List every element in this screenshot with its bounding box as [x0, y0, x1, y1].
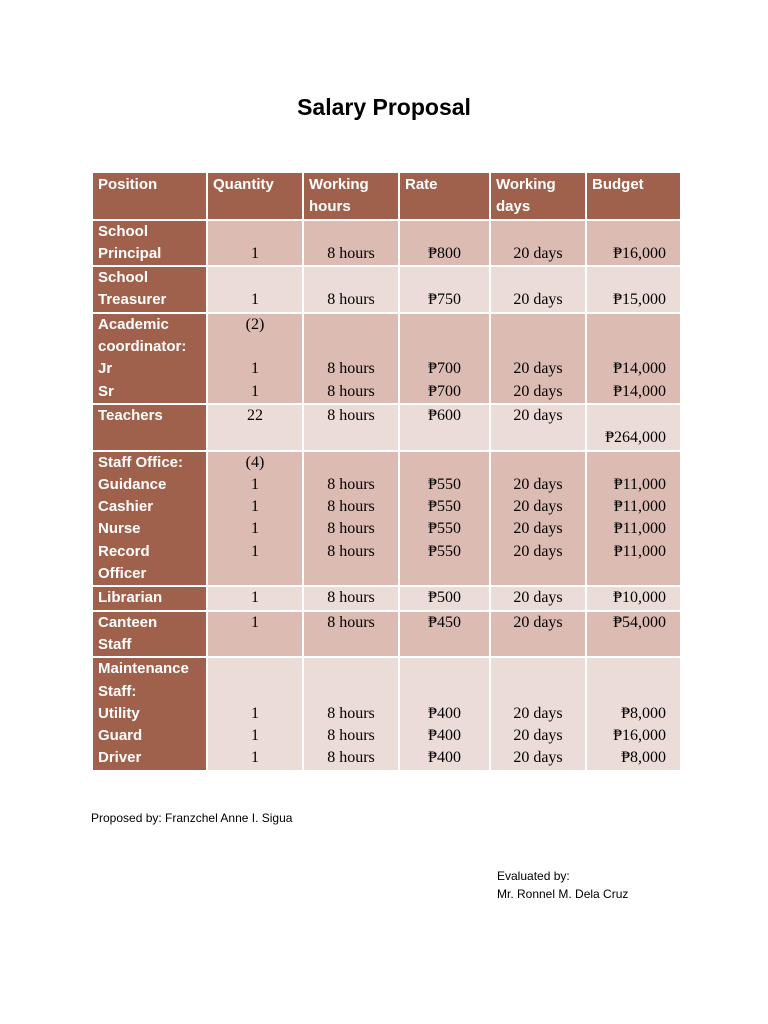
rate-line — [405, 221, 484, 243]
hours-cell — [303, 657, 399, 770]
position-cell — [92, 266, 207, 313]
budget-line — [592, 563, 666, 585]
quantity-line: 1 — [251, 589, 259, 607]
budget-line: ₱10,000 — [613, 589, 666, 607]
header-working-hours-line1: Working — [309, 176, 369, 193]
hours-line — [309, 336, 393, 358]
days-line: 20 days — [513, 291, 563, 309]
budget-line: ₱54,000 — [613, 613, 666, 631]
rate-line — [405, 452, 484, 474]
quantity-line: 1 — [251, 498, 259, 516]
hours-line — [309, 658, 393, 680]
quantity-cell — [207, 404, 303, 451]
rate-line — [405, 563, 484, 585]
days-line — [496, 658, 580, 680]
hours-cell — [303, 611, 399, 658]
rate-line: ₱700 — [428, 360, 461, 378]
position-cell — [92, 220, 207, 267]
position-cell — [92, 611, 207, 658]
table-row — [92, 586, 681, 610]
table-row — [92, 404, 681, 451]
budget-line: ₱11,000 — [613, 475, 666, 493]
rate-line — [405, 267, 484, 289]
quantity-line: 1 — [251, 382, 259, 400]
position-line: Record — [98, 542, 150, 560]
quantity-cell — [207, 451, 303, 587]
hours-cell — [303, 220, 399, 267]
hours-cell — [303, 313, 399, 404]
table-row — [92, 313, 681, 404]
budget-cell — [586, 451, 681, 587]
rate-cell — [399, 451, 490, 587]
days-cell — [490, 451, 586, 587]
position-cell — [92, 657, 207, 770]
header-working-days — [490, 172, 586, 220]
position-cell — [92, 586, 207, 610]
days-line: 20 days — [513, 382, 563, 400]
days-cell — [490, 313, 586, 404]
position-line: Staff — [98, 635, 132, 653]
quantity-line: 1 — [251, 613, 259, 631]
position-line: Treasurer — [98, 291, 167, 309]
table-row — [92, 611, 681, 658]
budget-cell — [586, 657, 681, 770]
evaluated-by-name: Mr. Ronnel M. Dela Cruz — [497, 887, 629, 901]
days-line — [496, 681, 580, 703]
header-budget: Budget — [586, 172, 681, 220]
days-line: 20 days — [513, 589, 563, 607]
position-line: Librarian — [98, 589, 163, 607]
position-line: School — [98, 269, 149, 287]
proposed-by: Proposed by: Franzchel Anne I. Sigua — [91, 811, 293, 825]
rate-cell — [399, 313, 490, 404]
rate-cell — [399, 611, 490, 658]
budget-line: ₱11,000 — [613, 520, 666, 538]
header-working-hours — [303, 172, 399, 220]
hours-cell — [303, 586, 399, 610]
header-rate: Rate — [399, 172, 490, 220]
quantity-line: 1 — [251, 727, 259, 745]
rate-cell — [399, 220, 490, 267]
hours-line: 8 hours — [327, 749, 375, 767]
rate-line — [405, 634, 484, 656]
hours-line: 8 hours — [327, 542, 375, 560]
rate-line: ₱450 — [428, 613, 461, 631]
position-line: Principal — [98, 244, 162, 262]
rate-line — [405, 681, 484, 703]
rate-line — [405, 427, 484, 449]
quantity-line — [213, 267, 297, 289]
budget-line: ₱8,000 — [621, 704, 666, 722]
days-line: 20 days — [513, 727, 563, 745]
hours-line: 8 hours — [327, 291, 375, 309]
rate-line: ₱800 — [428, 244, 461, 262]
header-position: Position — [92, 172, 207, 220]
rate-line: ₱550 — [428, 475, 461, 493]
hours-line: 8 hours — [327, 475, 375, 493]
page-title: Salary Proposal — [297, 94, 471, 120]
quantity-line: 1 — [251, 749, 259, 767]
days-cell — [490, 586, 586, 610]
position-line: Staff Office: — [98, 453, 184, 471]
rate-line: ₱550 — [428, 542, 461, 560]
rate-cell — [399, 404, 490, 451]
hours-line: 8 hours — [327, 727, 375, 745]
budget-line — [592, 658, 666, 680]
hours-line: 8 hours — [327, 382, 375, 400]
days-line — [496, 634, 580, 656]
header-quantity: Quantity — [207, 172, 303, 220]
hours-line — [309, 681, 393, 703]
position-line: Guidance — [98, 475, 167, 493]
rate-line: ₱550 — [428, 520, 461, 538]
hours-line — [309, 314, 393, 336]
rate-line — [405, 314, 484, 336]
budget-line — [592, 634, 666, 656]
days-line: 20 days — [513, 498, 563, 516]
rate-line: ₱400 — [428, 704, 461, 722]
budget-cell — [586, 611, 681, 658]
quantity-line — [213, 658, 297, 680]
days-line: 20 days — [513, 749, 563, 767]
header-row — [92, 172, 681, 220]
hours-line — [309, 452, 393, 474]
position-line — [98, 427, 201, 449]
hours-cell — [303, 451, 399, 587]
budget-line: ₱8,000 — [621, 749, 666, 767]
quantity-line — [213, 336, 297, 358]
hours-cell — [303, 266, 399, 313]
quantity-line: 1 — [251, 360, 259, 378]
quantity-line — [213, 221, 297, 243]
budget-line — [592, 681, 666, 703]
days-line: 20 days — [513, 613, 563, 631]
budget-line: ₱14,000 — [613, 382, 666, 400]
budget-line: ₱16,000 — [613, 244, 666, 262]
days-line: 20 days — [513, 406, 563, 424]
position-line: Utility — [98, 704, 140, 722]
position-line: Sr — [98, 382, 114, 400]
position-line: Nurse — [98, 520, 141, 538]
evaluated-by-label: Evaluated by: — [497, 869, 570, 883]
position-cell — [92, 451, 207, 587]
hours-line — [309, 634, 393, 656]
budget-cell — [586, 586, 681, 610]
quantity-cell — [207, 657, 303, 770]
quantity-line: 1 — [251, 244, 259, 262]
position-cell — [92, 404, 207, 451]
quantity-line: 22 — [247, 406, 263, 424]
quantity-line: (2) — [245, 315, 265, 333]
days-cell — [490, 611, 586, 658]
position-line: Officer — [98, 565, 147, 583]
table-row — [92, 451, 681, 587]
quantity-cell — [207, 220, 303, 267]
budget-line: ₱11,000 — [613, 498, 666, 516]
hours-line: 8 hours — [327, 589, 375, 607]
hours-line: 8 hours — [327, 498, 375, 516]
hours-cell — [303, 404, 399, 451]
hours-line: 8 hours — [327, 613, 375, 631]
days-cell — [490, 266, 586, 313]
days-cell — [490, 404, 586, 451]
quantity-cell — [207, 586, 303, 610]
position-line: School — [98, 222, 149, 240]
rate-line: ₱550 — [428, 498, 461, 516]
position-line: coordinator: — [98, 338, 187, 356]
rate-line: ₱400 — [428, 727, 461, 745]
budget-line — [592, 221, 666, 243]
budget-line — [592, 405, 666, 427]
budget-line — [592, 314, 666, 336]
days-line: 20 days — [513, 542, 563, 560]
position-line: Jr — [98, 360, 113, 378]
budget-cell — [586, 220, 681, 267]
position-line: Staff: — [98, 682, 137, 700]
days-line: 20 days — [513, 244, 563, 262]
hours-line — [309, 221, 393, 243]
position-line: Academic — [98, 315, 169, 333]
rate-line: ₱700 — [428, 382, 461, 400]
hours-line — [309, 427, 393, 449]
hours-line: 8 hours — [327, 520, 375, 538]
budget-line — [592, 336, 666, 358]
days-line: 20 days — [513, 704, 563, 722]
days-line — [496, 563, 580, 585]
budget-cell — [586, 313, 681, 404]
hours-line: 8 hours — [327, 406, 375, 424]
hours-line — [309, 563, 393, 585]
table-row — [92, 220, 681, 267]
quantity-line: 1 — [251, 520, 259, 538]
quantity-line — [213, 681, 297, 703]
budget-line: ₱264,000 — [605, 429, 666, 447]
days-cell — [490, 220, 586, 267]
budget-cell — [586, 404, 681, 451]
budget-line: ₱15,000 — [613, 291, 666, 309]
days-line — [496, 452, 580, 474]
days-line — [496, 314, 580, 336]
quantity-line — [213, 634, 297, 656]
hours-line: 8 hours — [327, 244, 375, 262]
days-line — [496, 221, 580, 243]
hours-line: 8 hours — [327, 360, 375, 378]
days-line — [496, 427, 580, 449]
position-line: Guard — [98, 727, 143, 745]
rate-cell — [399, 657, 490, 770]
days-line — [496, 336, 580, 358]
rate-cell — [399, 586, 490, 610]
header-working-days-line2: days — [496, 198, 531, 216]
position-line: Driver — [98, 749, 142, 767]
rate-line — [405, 336, 484, 358]
quantity-cell — [207, 611, 303, 658]
rate-line: ₱600 — [428, 406, 461, 424]
quantity-line — [213, 563, 297, 585]
rate-line: ₱500 — [428, 589, 461, 607]
quantity-line: (4) — [245, 453, 265, 471]
days-line — [496, 267, 580, 289]
table-row — [92, 266, 681, 313]
days-line: 20 days — [513, 520, 563, 538]
header-working-days-line1: Working — [496, 176, 556, 193]
budget-line: ₱11,000 — [613, 542, 666, 560]
quantity-line: 1 — [251, 542, 259, 560]
budget-line: ₱16,000 — [613, 727, 666, 745]
quantity-cell — [207, 266, 303, 313]
quantity-line: 1 — [251, 291, 259, 309]
budget-line — [592, 267, 666, 289]
table-row — [92, 657, 681, 770]
hours-line — [309, 267, 393, 289]
budget-line: ₱14,000 — [613, 360, 666, 378]
quantity-cell — [207, 313, 303, 404]
rate-line — [405, 658, 484, 680]
position-line: Teachers — [98, 406, 163, 424]
position-line: Cashier — [98, 498, 154, 516]
days-cell — [490, 657, 586, 770]
position-line: Canteen — [98, 613, 158, 631]
budget-cell — [586, 266, 681, 313]
rate-line: ₱750 — [428, 291, 461, 309]
quantity-line: 1 — [251, 704, 259, 722]
header-working-hours-line2: hours — [309, 198, 351, 216]
hours-line: 8 hours — [327, 704, 375, 722]
days-line: 20 days — [513, 360, 563, 378]
position-line: Maintenance — [98, 660, 189, 678]
salary-table — [91, 171, 682, 772]
budget-line — [592, 452, 666, 474]
rate-cell — [399, 266, 490, 313]
position-cell — [92, 313, 207, 404]
rate-line: ₱400 — [428, 749, 461, 767]
quantity-line: 1 — [251, 475, 259, 493]
days-line: 20 days — [513, 475, 563, 493]
quantity-line — [213, 427, 297, 449]
